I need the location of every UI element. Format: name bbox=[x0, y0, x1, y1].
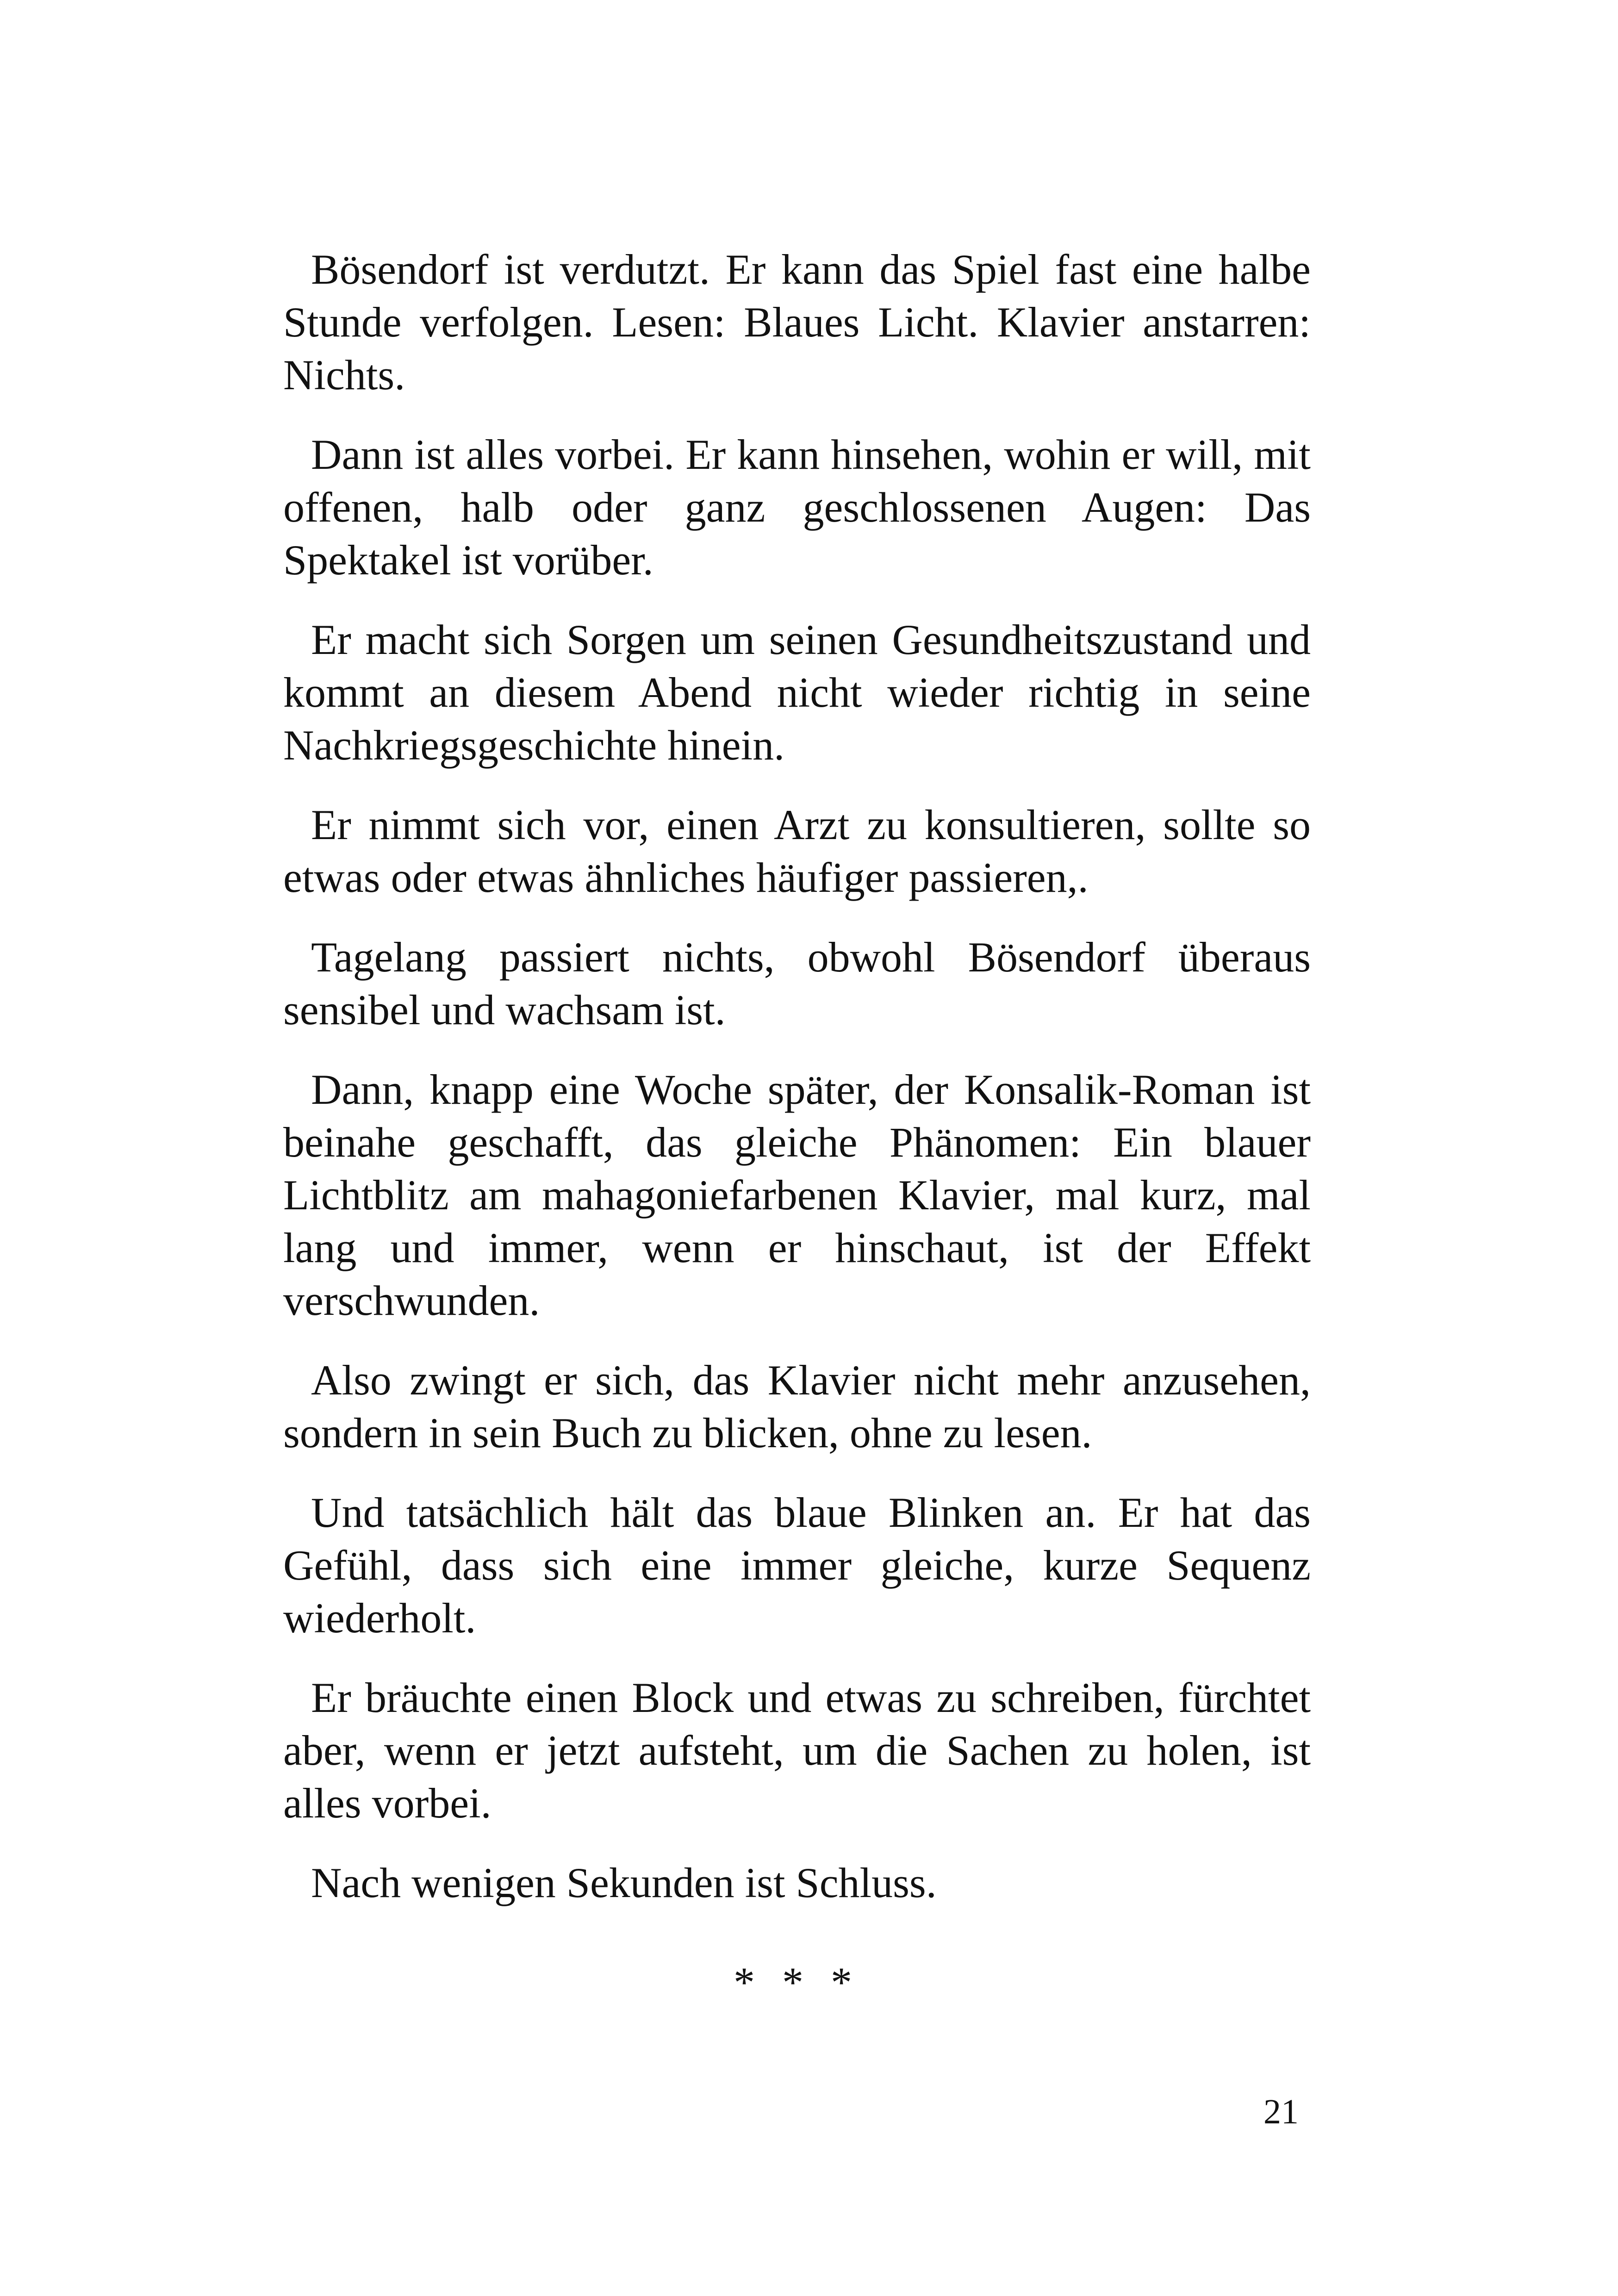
paragraph-8: Und tatsächlich hält das blaue Blinken an. Er hat das Gefühl, dass sich eine immer gleiche, kurze Sequenz wiederholt. bbox=[283, 1489, 1311, 1642]
paragraph-5: Tagelang passiert nichts, obwohl Bösendorf überaus sensibel und wachsam ist. bbox=[283, 933, 1311, 1033]
page-number: 21 bbox=[1263, 2092, 1299, 2131]
body-text bbox=[283, 243, 1311, 1936]
paragraph-10: Nach wenigen Sekunden ist Schluss. bbox=[311, 1859, 937, 1906]
section-separator: * * * bbox=[734, 1959, 860, 2006]
paragraph-1: Bösendorf ist verdutzt. Er kann das Spiel fast eine halbe Stunde verfolgen. Lesen: Blaues Licht. Klavier anstarren: Nichts. bbox=[283, 246, 1311, 398]
paragraph-3: Er macht sich Sorgen um seinen Gesundheitszustand und kommt an diesem Abend nicht wieder richtig in seine Nachkriegsgeschichte hinein. bbox=[283, 616, 1311, 769]
paragraph-2: Dann ist alles vorbei. Er kann hinsehen, wohin er will, mit offenen, halb oder ganz geschlossenen Augen: Das Spektakel ist vorüber. bbox=[283, 431, 1311, 584]
paragraph-7: Also zwingt er sich, das Klavier nicht mehr anzusehen, sondern in sein Buch zu blicken, ohne zu lesen. bbox=[283, 1356, 1311, 1456]
paragraph-9: Er bräuchte einen Block und etwas zu schreiben, fürchtet aber, wenn er jetzt aufsteht, um die Sachen zu holen, ist alles vorbei. bbox=[283, 1674, 1311, 1827]
paragraph-6: Dann, knapp eine Woche später, der Konsalik-Roman ist beinahe geschafft, das gleiche Phänomen: Ein blauer Lichtblitz am mahagoniefarbenen Klavier, mal kurz, mal lang und immer, wenn er hinschaut, ist der Effekt verschwunden. bbox=[283, 1066, 1311, 1324]
paragraph-4: Er nimmt sich vor, einen Arzt zu konsultieren, sollte so etwas oder etwas ähnliches häufiger passieren,. bbox=[283, 801, 1311, 901]
